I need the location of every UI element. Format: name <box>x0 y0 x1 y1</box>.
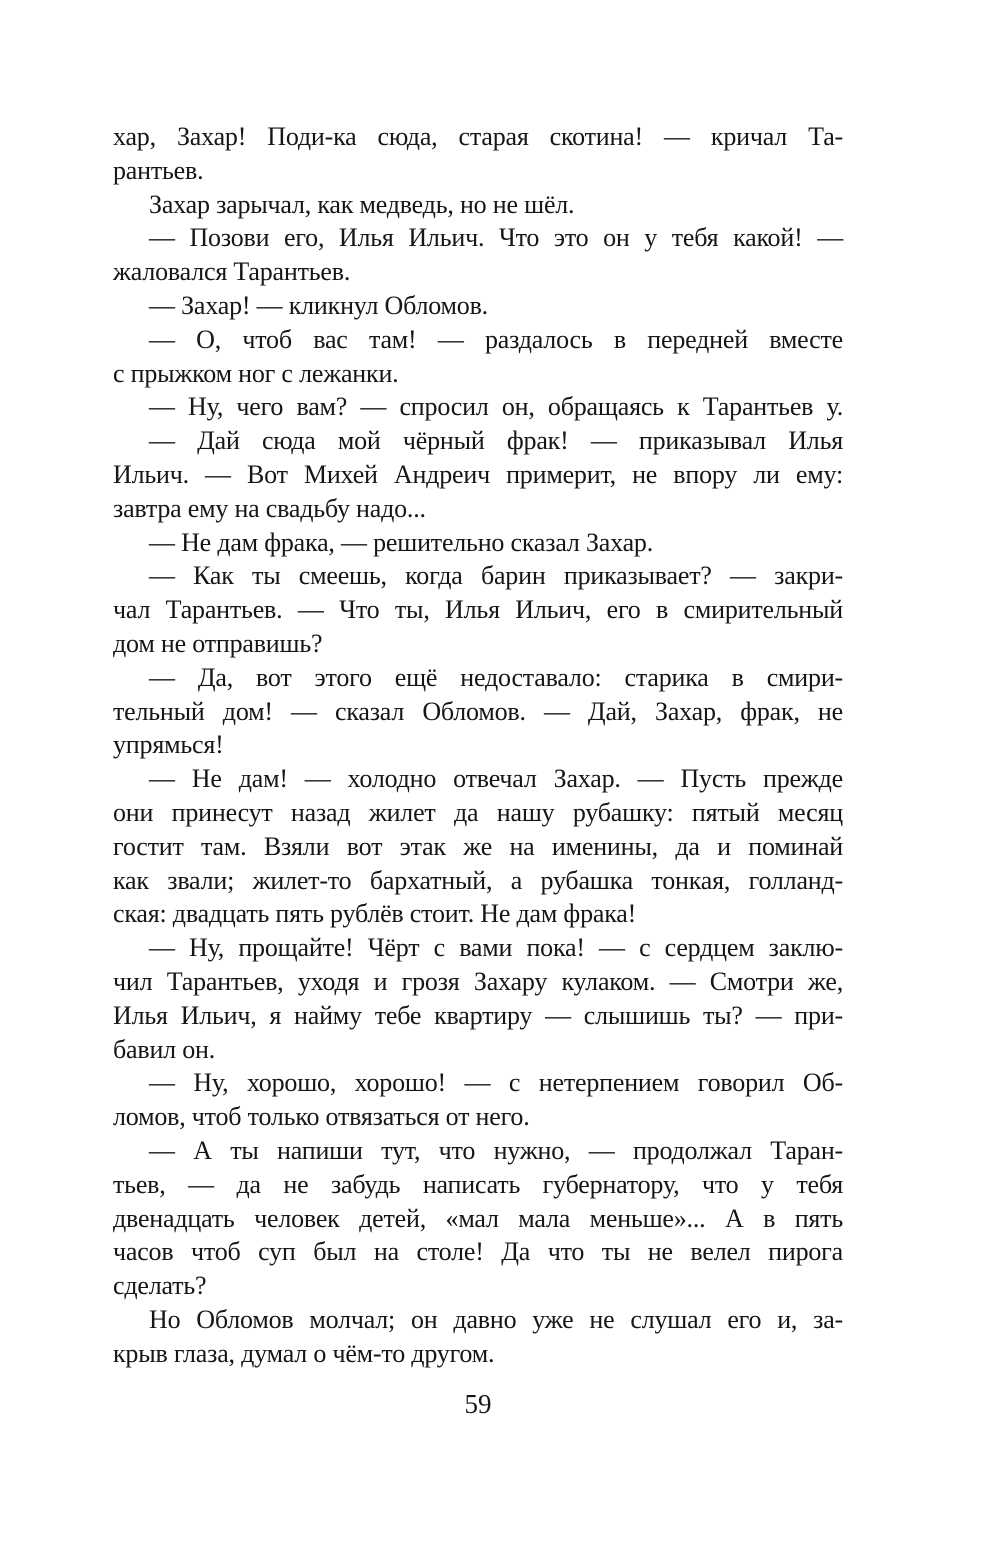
text-line: крыв глаза, думал о чём-то другом. <box>113 1338 495 1368</box>
text-line: ская: двадцать пять рублёв стоит. Не дам фрака! <box>113 899 637 929</box>
text-line: рантьев. <box>113 155 204 185</box>
text-line: тельный дом! — сказал Обломов. — Дай, Захар, фрак, не <box>113 696 843 726</box>
text-line: — Как ты смеешь, когда барин приказывает? — закри- <box>149 561 843 591</box>
text-line: — Не дам фрака, — решительно сказал Захар. <box>149 527 654 557</box>
text-line: Ильич. — Вот Михей Андреич примерит, не впору ли ему: <box>113 459 843 489</box>
text-line: жаловался Тарантьев. <box>113 257 351 287</box>
text-line: — Да, вот этого ещё недоставало: старика в смири- <box>149 662 843 692</box>
text-block <box>113 120 843 1370</box>
text-line: — Дай сюда мой чёрный фрак! — приказывал Илья <box>149 426 843 456</box>
text-line: часов чтоб суп был на столе! Да что ты не велел пирога <box>113 1237 843 1267</box>
text-line: хар, Захар! Поди-ка сюда, старая скотина! — кричал Та- <box>113 122 843 151</box>
text-line: ломов, чтоб только отвязаться от него. <box>113 1102 530 1132</box>
text-line: сделать? <box>113 1271 207 1301</box>
text-line: Но Обломов молчал; он давно уже не слушал его и, за- <box>149 1304 843 1334</box>
text-line: — Не дам! — холодно отвечал Захар. — Пусть прежде <box>149 764 843 794</box>
text-line: — Ну, чего вам? — спросил он, обращаясь к Тарантьев у. <box>149 392 843 422</box>
text-line: как звали; жилет-то бархатный, а рубашка тонкая, голланд- <box>113 865 843 895</box>
text-line: гостит там. Взяли вот этак же на именины, да и поминай <box>113 831 843 861</box>
text-line: — Позови его, Илья Ильич. Что это он у тебя какой! — <box>149 223 843 253</box>
page-number: 59 <box>464 1389 492 1419</box>
text-line: они принесут назад жилет да нашу рубашку: пятый месяц <box>113 797 843 827</box>
text-line: дом не отправишь? <box>113 628 323 658</box>
text-line: бавил он. <box>113 1034 216 1064</box>
text-line: упрямься! <box>113 730 224 760</box>
text-line: чил Тарантьев, уходя и грозя Захару кулаком. — Смотри же, <box>113 966 843 996</box>
text-line: — Ну, хорошо, хорошо! — с нетерпением говорил Об- <box>149 1068 843 1098</box>
text-line: — Ну, прощайте! Чёрт с вами пока! — с сердцем заклю- <box>149 933 843 963</box>
text-line: чал Тарантьев. — Что ты, Илья Ильич, его в смирительный <box>113 595 843 625</box>
text-line: — А ты напиши тут, что нужно, — продолжал Таран- <box>149 1135 843 1165</box>
text-line: двенадцать человек детей, «мал мала меньше»... А в пять <box>113 1203 843 1233</box>
text-line: — Захар! — кликнул Обломов. <box>149 290 488 320</box>
text-line: завтра ему на свадьбу надо... <box>113 493 426 523</box>
text-line: — О, чтоб вас там! — раздалось в передней вместе <box>149 324 843 354</box>
text-line: Илья Ильич, я найму тебе квартиру — слышишь ты? — при- <box>113 1000 843 1030</box>
text-line: тьев, — да не забудь написать губернатору, что у тебя <box>113 1169 843 1199</box>
text-line: Захар зарычал, как медведь, но не шёл. <box>149 189 575 219</box>
text-line: с прыжком ног с лежанки. <box>113 358 399 388</box>
